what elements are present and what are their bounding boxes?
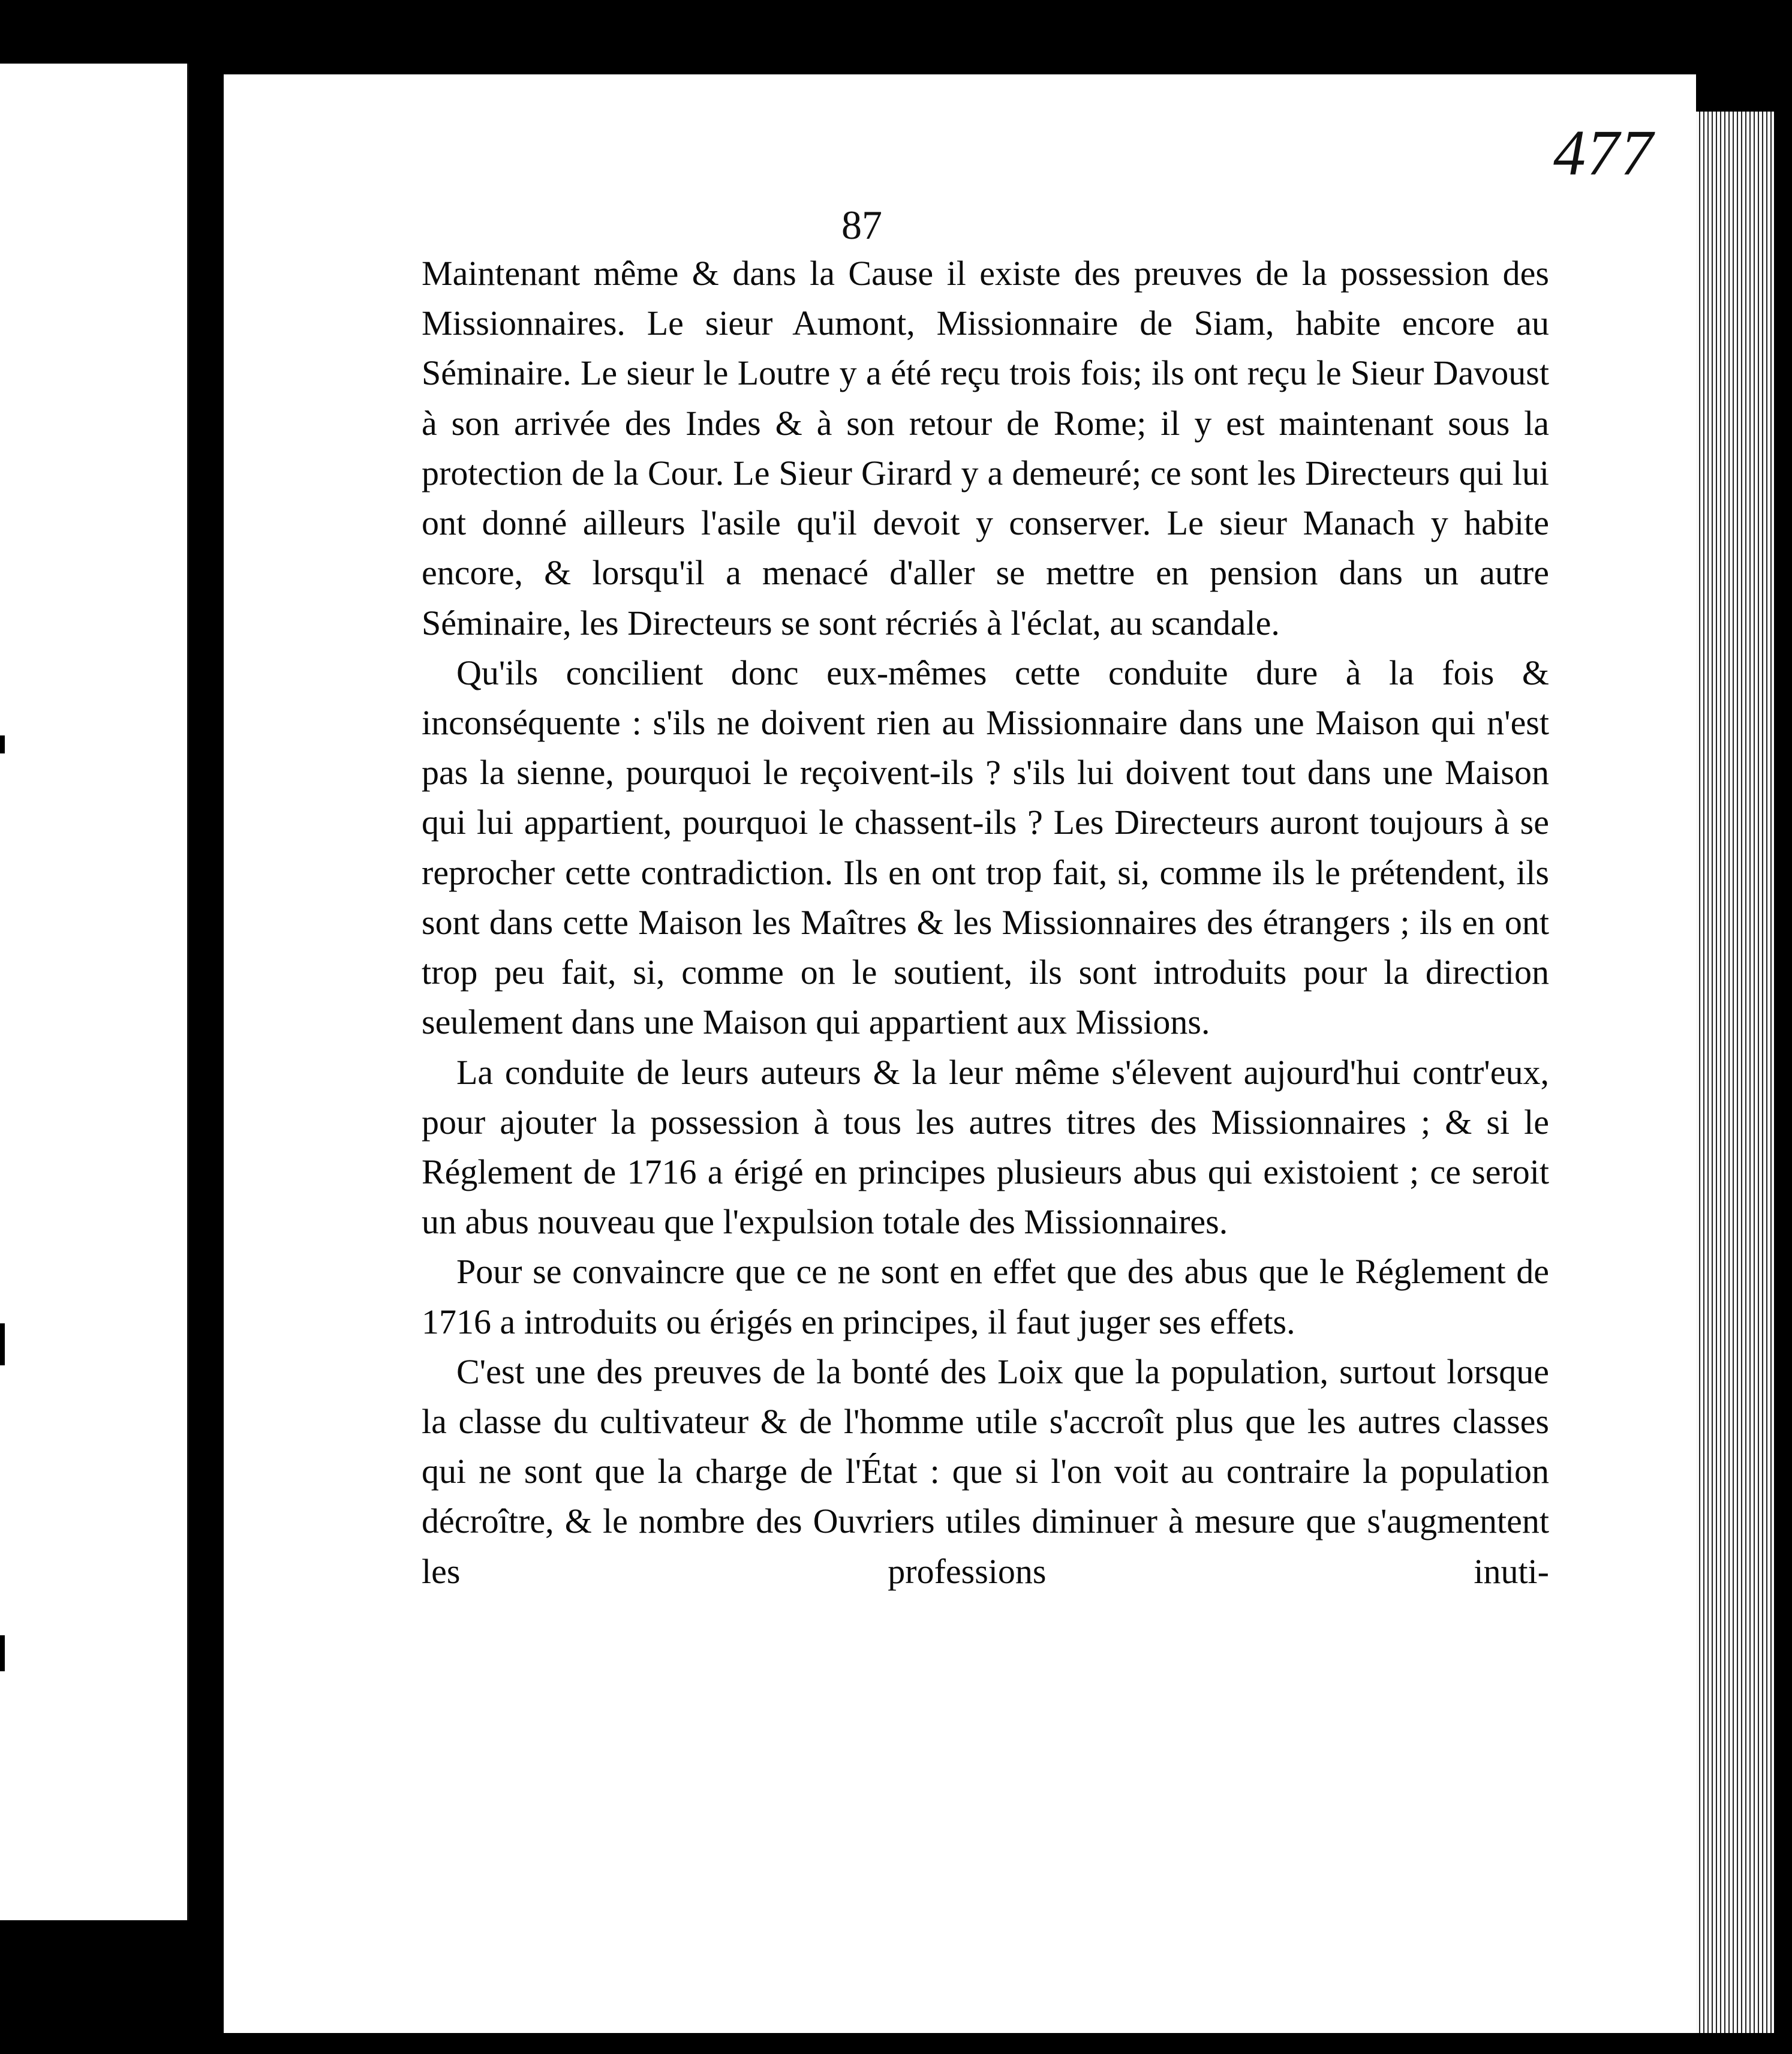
left-page xyxy=(0,64,189,1920)
page-number: 87 xyxy=(841,202,882,248)
paragraph: Qu'ils concilient donc eux-mêmes cette conduite dure à la fois & inconséquente : s'ils ne doivent rien au Missionnaire dans une Maison qui n'est pas la sienne, pourquoi le reçoivent-ils ? s'ils lui doivent tout dans une Maison qui lui appartient, pourquoi le chassent-ils ? Les Directeurs auront toujours à se reprocher cette contradiction. Ils en ont trop fait, si, comme ils le prétendent, ils sont dans cette Maison les Maîtres & les Missionnaires des étrangers ; ils en ont trop peu fait, si, comme on le soutient, ils sont introduits pour la direction seulement dans une Maison qui appartient aux Missions. xyxy=(422,653,1549,1042)
paragraph: Maintenant même & dans la Cause il existe des preuves de la possession des Missionnaires. Le sieur Aumont, Missionnaire de Siam, habite encore au Séminaire. Le sieur le Loutre y a été reçu trois fois; ils ont reçu le Sieur Davoust à son arrivée des Indes & à son retour de Rome; il y est maintenant sous la protection de la Cour. Le Sieur Girard y a demeuré; ce sont les Directeurs qui lui ont donné ailleurs l'asile qu'il devoit y conserver. Le sieur Manach y habite encore, & lorsqu'il a menacé d'aller se mettre en pension dans un autre Séminaire, les Directeurs se sont récriés à l'éclat, au scandale. xyxy=(422,254,1549,642)
main-page xyxy=(224,74,1696,2033)
left-page-edge-mark xyxy=(0,1323,5,1365)
page-edges xyxy=(1696,112,1774,2033)
left-page-edge-mark xyxy=(0,1635,5,1671)
paragraph: La conduite de leurs auteurs & la leur même s'élevent aujourd'hui contr'eux, pour ajouter la possession à tous les autres titres des Missionnaires ; & si le Réglement de 1716 a érigé en principes plusieurs abus qui existoient ; ce seroit un abus nouveau que l'expulsion totale des Missionnaires. xyxy=(422,1052,1549,1242)
left-page-edge-mark xyxy=(0,735,5,753)
folio-number: 477 xyxy=(1553,118,1654,189)
paragraph: Pour se convaincre que ce ne sont en effet que des abus que le Réglement de 1716 a introduits ou érigés en principes, il faut juger ses effets. xyxy=(422,1252,1549,1341)
book-gutter xyxy=(189,64,224,1920)
body-text xyxy=(422,248,1549,1596)
paragraph: C'est une des preuves de la bonté des Loix que la population, surtout lorsque la classe du cultivateur & de l'homme utile s'accroît plus que les autres classes qui ne sont que la charge de l'État : que si l'on voit au contraire la population décroître, & le nombre des Ouvriers utiles diminuer à mesure que s'augmentent les professions inuti- xyxy=(422,1352,1549,1591)
